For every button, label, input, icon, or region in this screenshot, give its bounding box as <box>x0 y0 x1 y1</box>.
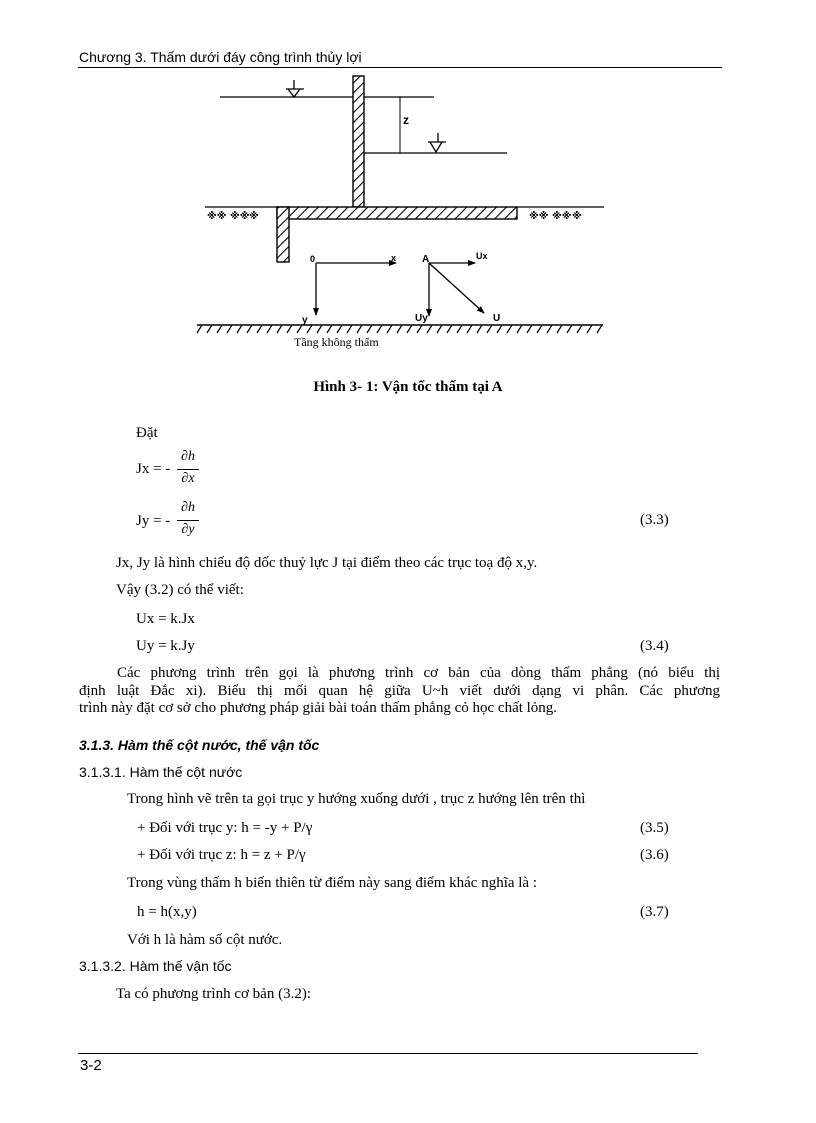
jx-lhs: Jx = - <box>136 461 171 477</box>
soil-marks-left <box>207 210 259 222</box>
frac-x-bar <box>177 469 199 470</box>
water-level-symbol-upstream <box>286 80 304 97</box>
equation-number-3-5: (3.5) <box>640 820 669 836</box>
frac-y-denominator: ∂y <box>181 522 195 537</box>
svg-text:※: ※ <box>249 211 259 222</box>
partial-h-over-partial-y <box>177 500 199 542</box>
equation-number-3-4: (3.4) <box>640 638 669 654</box>
equation-y-axis: + Đối với trục y: h = -y + P/γ <box>137 820 313 836</box>
uy-label: Uy <box>415 313 428 324</box>
jy-lhs: Jy = - <box>136 513 171 529</box>
h-definition-text: Với h là hàm số cột nước. <box>127 932 283 948</box>
svg-text:※: ※ <box>572 211 582 222</box>
u-label: U <box>493 313 501 324</box>
header-rule <box>78 67 722 68</box>
paragraph-line-3: trình này đặt cơ sở cho phương pháp giải bài toán thấm phẳng cỏ học chất lỏng. <box>79 700 558 716</box>
intro-text: Trong hình vẽ trên ta gọi trục y hướng xuống dưới , trục z hướng lên trên thì <box>127 791 586 807</box>
figure-caption: Hình 3- 1: Vận tốc thấm tại A <box>313 379 503 395</box>
footer-rule <box>78 1053 698 1054</box>
origin-label: 0 <box>310 254 316 264</box>
subsection-heading-3-1-3-1: 3.1.3.1. Hàm thế cột nước <box>79 764 243 780</box>
svg-text:※※: ※※ <box>552 211 572 222</box>
foundation-apron <box>277 207 517 219</box>
impervious-layer-label: Tầng không thấm <box>294 335 379 349</box>
sheet-pile-wall <box>353 76 364 207</box>
chapter-header: Chương 3. Thấm dưới đáy công trình thủy lợi <box>79 49 362 65</box>
svg-text:※※: ※※ <box>207 211 227 222</box>
vay-text: Vậy (3.2) có thể viết: <box>116 582 244 598</box>
seepage-zone-text: Trong vùng thấm h biến thiên từ điểm này sang điểm khác nghĩa là : <box>127 875 538 891</box>
partial-h-over-partial-x <box>177 449 199 489</box>
frac-y-numerator: ∂h <box>181 500 195 515</box>
equation-number-3-6: (3.6) <box>640 847 669 863</box>
jx-jy-description: Jx, Jy là hình chiếu độ dốc thuỷ lực J tại điểm theo các trục toạ độ x,y. <box>116 555 538 571</box>
ux-label: Ux <box>476 251 488 261</box>
y-axis-label: y <box>302 315 308 326</box>
h-function-equation: h = h(x,y) <box>137 904 197 920</box>
soil-marks-right <box>529 210 582 222</box>
frac-x-numerator: ∂h <box>181 449 195 464</box>
equation-number-3-3: (3.3) <box>640 512 669 528</box>
x-axis-label: x <box>391 253 397 263</box>
section-heading-3-1-3: 3.1.3. Hàm thế cột nước, thế vận tốc <box>79 737 320 753</box>
paragraph-line-2: định luật Đắc xi). Biểu thị mối quan hệ giữa U~h viết dưới dạng vi phân. Các phương <box>79 682 720 699</box>
dat-label: Đặt <box>136 425 158 441</box>
point-a-label: A <box>422 254 430 265</box>
impervious-hatching <box>197 325 602 333</box>
frac-y-bar <box>177 520 199 521</box>
svg-text:※※: ※※ <box>529 211 549 222</box>
frac-x-denominator: ∂x <box>181 471 195 486</box>
water-level-symbol-downstream <box>428 133 446 152</box>
ux-equation: Ux = k.Jx <box>136 611 195 627</box>
equation-number-3-7: (3.7) <box>640 904 669 920</box>
u-vector <box>429 263 484 313</box>
page-number: 3-2 <box>80 1057 102 1074</box>
basic-equation-text: Ta có phương trình cơ bản (3.2): <box>116 986 311 1002</box>
equation-z-axis: + Đối với trục z: h = z + P/γ <box>137 847 306 863</box>
cutoff-wall <box>277 207 289 262</box>
subsection-heading-3-1-3-2: 3.1.3.2. Hàm thế vận tốc <box>79 958 232 974</box>
z-label: z <box>403 113 409 127</box>
paragraph-basic-equations <box>79 665 720 718</box>
seepage-figure <box>0 70 816 370</box>
uy-equation: Uy = k.Jy <box>136 638 195 654</box>
paragraph-line-1: Các phương trình trên gọi là phương trình cơ bản của dòng thấm phẳng (nó biểu thị <box>117 665 720 681</box>
svg-text:※※: ※※ <box>230 211 250 222</box>
